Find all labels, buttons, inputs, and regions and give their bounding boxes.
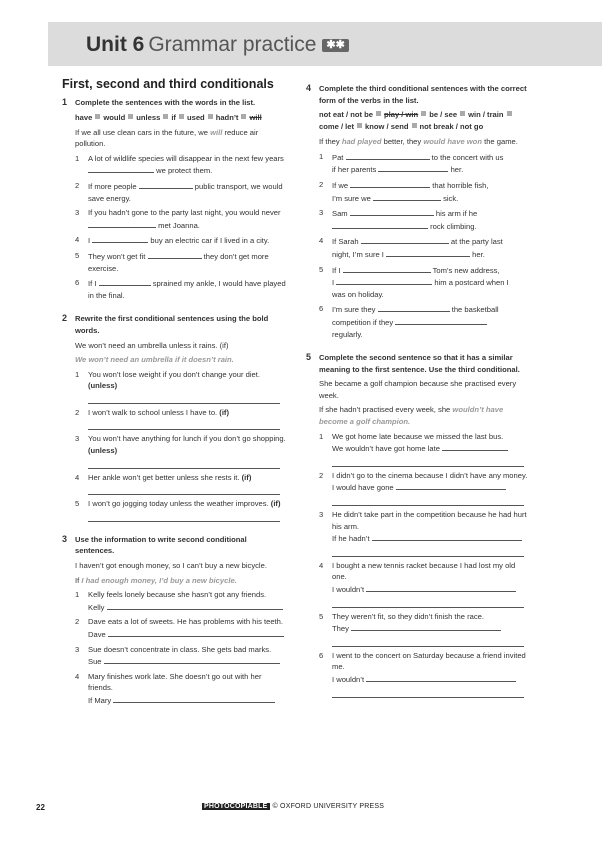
exercise-5-heading	[306, 352, 532, 375]
answer-blank[interactable]	[332, 220, 428, 229]
answer-blank[interactable]	[343, 264, 431, 273]
page-header	[48, 22, 602, 66]
verb-option: not eat / not be	[319, 110, 373, 120]
item-text: rock climbing.	[430, 221, 477, 231]
verb-box	[306, 109, 532, 133]
example-answer: I had enough money, I’d buy a new bicycle.	[81, 575, 237, 585]
exercise-item	[306, 207, 532, 232]
exercise-item	[306, 611, 532, 635]
answer-blank[interactable]	[113, 694, 275, 703]
answer-blank[interactable]	[88, 164, 154, 173]
answer-blank[interactable]	[396, 481, 506, 490]
word-box	[62, 112, 288, 124]
item-line: regularly.	[332, 329, 363, 339]
example-text: better, they	[383, 137, 422, 147]
bold-cue-word: (if)	[241, 472, 252, 482]
exercise-1-example	[62, 127, 288, 150]
item-text: I won’t go jogging today unless the weather improves.	[88, 499, 269, 509]
exercise-item	[306, 303, 532, 340]
item-text: we protect them.	[156, 166, 213, 176]
exercise-item	[306, 650, 532, 686]
exercise-2-items	[62, 369, 288, 522]
item-line	[332, 316, 532, 329]
sentence-start: I would have gone	[332, 483, 394, 493]
exercise-4-items	[306, 151, 532, 340]
exercise-item	[62, 180, 288, 204]
item-text: at the party last	[450, 237, 503, 247]
page-number: 22	[36, 803, 45, 812]
exercise-item	[306, 509, 532, 545]
separator-square	[412, 123, 417, 128]
footer-copyright	[202, 803, 384, 810]
item-text: I went to the concert on Saturday because a friend invited me.	[332, 650, 526, 672]
answer-blank[interactable]	[88, 219, 156, 228]
answer-line[interactable]	[332, 455, 524, 467]
item-text: if her parents	[332, 165, 377, 175]
sentence-start: We wouldn’t have got home late	[332, 444, 440, 454]
item-text: You won’t have anything for lunch if you don’t go shopping.	[88, 434, 286, 444]
answer-line[interactable]	[332, 545, 524, 557]
item-text: Kelly feels lonely because she hasn’t got any friends.	[88, 590, 267, 600]
item-number: 1	[319, 151, 324, 161]
sentence-start: If he hadn’t	[332, 534, 370, 544]
item-text: Her ankle won’t get better unless she rests it.	[88, 472, 240, 482]
exercise-instruction: Rewrite the first conditional sentences using the bold words.	[75, 314, 269, 335]
item-number: 3	[319, 208, 324, 218]
exercise-item	[62, 644, 288, 668]
item-text: I’m sure we	[332, 193, 371, 203]
sentence-start: I wouldn’t	[332, 585, 365, 594]
answer-line[interactable]	[88, 418, 280, 430]
answer-blank[interactable]	[107, 601, 283, 610]
item-text: the basketball	[451, 305, 499, 315]
item-text: If Sarah	[332, 237, 359, 247]
section-title: First, second and third conditionals	[62, 77, 274, 91]
item-text: Sam	[332, 209, 348, 219]
word-option: if	[171, 112, 176, 122]
example-text: If she hadn’t practised every week, she	[319, 405, 451, 415]
exercise-3-heading	[62, 534, 288, 557]
item-text: Pat	[332, 152, 344, 162]
exercise-item	[62, 207, 288, 231]
example-text: If we all use clean cars in the future, we	[75, 127, 208, 137]
separator-square	[357, 123, 362, 128]
bold-cue-word: (unless)	[88, 381, 118, 391]
answer-blank[interactable]	[386, 248, 470, 257]
item-number: 2	[75, 407, 80, 417]
item-text: buy an electric car if I lived in a city.	[150, 236, 270, 246]
example-answer: will	[210, 127, 223, 137]
item-text: Sue doesn’t concentrate in class. She gets bad marks.	[88, 644, 272, 654]
right-column	[306, 77, 532, 698]
separator-square	[421, 111, 426, 116]
answer-blank[interactable]	[378, 303, 450, 312]
example-text: the game.	[484, 137, 518, 147]
answer-blank[interactable]	[378, 163, 448, 172]
separator-square	[241, 114, 246, 119]
exercise-2-heading	[62, 313, 288, 336]
item-line	[332, 151, 532, 164]
item-number: 2	[75, 180, 80, 190]
separator-square	[163, 114, 168, 119]
answer-line[interactable]	[332, 494, 524, 506]
answer-line-row	[88, 628, 288, 641]
exercise-number: 1	[62, 97, 68, 107]
item-text: If more people	[88, 181, 137, 191]
exercise-number: 5	[306, 352, 312, 363]
example-answer: wouldn’t have become a golf champion.	[319, 405, 504, 427]
item-number: 5	[319, 264, 324, 274]
exercise-item	[306, 560, 532, 596]
item-text: I	[332, 278, 335, 288]
item-line	[332, 192, 532, 205]
item-text: You won’t lose weight if you don’t change your diet.	[88, 369, 260, 379]
item-text: her.	[450, 165, 464, 175]
separator-square	[376, 111, 381, 116]
example-answer: would have won	[423, 137, 482, 147]
answer-blank[interactable]	[373, 192, 441, 201]
answer-blank[interactable]	[336, 276, 432, 285]
example-question: We won’t need an umbrella unless it rains. (if)	[75, 340, 229, 350]
item-text: I’m sure they	[332, 305, 376, 315]
item-line	[332, 207, 532, 220]
word-option-used: will	[249, 112, 262, 122]
answer-line-row	[88, 655, 288, 668]
separator-square	[95, 114, 100, 119]
item-text: they don’t get more exercise.	[88, 251, 269, 273]
item-number: 3	[75, 644, 80, 654]
answer-blank[interactable]	[108, 628, 284, 637]
answer-line[interactable]	[332, 686, 524, 698]
answer-line-row	[332, 442, 532, 455]
item-text: I won’t walk to school unless I have to.	[88, 407, 218, 417]
unit-heading	[86, 33, 349, 57]
example-text: reduce air pollution.	[75, 127, 259, 149]
exercise-item	[62, 153, 288, 177]
sentence-start: Kelly	[88, 602, 105, 612]
verb-option: not break / not go	[419, 122, 484, 132]
example-question: I haven’t got enough money, so I can’t buy a new bicycle.	[75, 561, 267, 571]
item-number: 1	[319, 431, 324, 441]
difficulty-badge: ✱✱	[322, 39, 348, 52]
item-text: A lot of wildlife species will disappear in the next few years	[88, 153, 284, 163]
answer-line[interactable]	[88, 392, 280, 404]
exercise-item	[62, 433, 288, 456]
exercise-item	[62, 498, 288, 510]
item-text: I didn’t go to the cinema because I didn’t have any money.	[332, 470, 528, 480]
item-text: If you hadn’t gone to the party last night, you would never	[88, 208, 281, 218]
answer-blank[interactable]	[366, 673, 516, 682]
answer-blank[interactable]	[350, 179, 430, 188]
item-number: 5	[319, 611, 324, 621]
item-number: 6	[319, 304, 324, 314]
separator-square	[208, 114, 213, 119]
item-text: He didn’t take part in the competition because he had hurt his arm.	[332, 510, 527, 531]
separator-square	[179, 114, 184, 119]
sentence-start: Dave	[88, 630, 106, 639]
exercise-5-example	[306, 404, 532, 427]
separator-square	[460, 111, 465, 116]
answer-blank[interactable]	[346, 151, 430, 160]
exercise-item	[62, 589, 288, 613]
exercise-3-example	[62, 575, 288, 587]
item-text: night, I’m sure I	[332, 249, 384, 259]
exercise-item	[306, 470, 532, 494]
bold-cue-word: (unless)	[88, 446, 118, 456]
answer-blank[interactable]	[104, 655, 280, 664]
item-number: 4	[75, 671, 80, 681]
item-text: her.	[472, 249, 485, 259]
word-option: would	[103, 112, 126, 122]
copyright-text: © OXFORD UNIVERSITY PRESS	[272, 803, 385, 810]
verb-option: come / let	[319, 122, 355, 132]
exercise-1-items	[62, 153, 288, 302]
item-number: 1	[75, 369, 80, 379]
exercise-item	[62, 407, 288, 419]
item-number: 1	[75, 153, 80, 163]
item-text: Dave eats a lot of sweets. He has problems with his teeth.	[88, 617, 284, 627]
item-text: They weren’t fit, so they didn’t finish the race.	[332, 611, 484, 621]
answer-line[interactable]	[332, 596, 524, 608]
item-text: that horrible fish,	[432, 180, 489, 190]
item-text: If I	[88, 279, 97, 289]
answer-blank[interactable]	[92, 234, 148, 243]
answer-blank[interactable]	[361, 235, 449, 244]
verb-option: be / see	[429, 110, 458, 120]
exercise-number: 3	[62, 533, 68, 544]
sentence-start: Sue	[88, 657, 102, 667]
word-option: have	[75, 112, 93, 122]
exercise-item	[62, 277, 288, 301]
item-text: sprained my ankle, I would have played in the final.	[88, 279, 286, 300]
answer-blank[interactable]	[148, 250, 202, 259]
word-option: used	[186, 112, 205, 122]
item-number: 2	[319, 179, 324, 189]
item-text: Mary finishes work late. She doesn’t go out with her friends.	[88, 671, 262, 693]
verb-option-used: play / win	[384, 110, 419, 120]
exercise-item	[306, 179, 532, 204]
answer-line-row	[332, 673, 532, 686]
item-number: 4	[75, 472, 80, 482]
exercise-item	[62, 234, 288, 247]
item-line	[332, 220, 532, 233]
sentence-start: If Mary	[88, 695, 112, 705]
exercise-number: 2	[62, 313, 68, 324]
exercise-number: 4	[306, 83, 312, 93]
answer-blank[interactable]	[350, 207, 434, 216]
left-column	[62, 77, 288, 707]
exercise-item	[306, 151, 532, 176]
item-text: to the concert with us	[431, 152, 504, 162]
unit-title: Grammar practice	[148, 33, 317, 56]
item-number: 6	[75, 278, 80, 288]
item-line	[332, 163, 532, 176]
example-question: She became a golf champion because she practised every week.	[319, 379, 517, 400]
answer-blank[interactable]	[442, 442, 508, 451]
item-text: him a postcard when I	[434, 278, 509, 288]
answer-line-row	[332, 583, 532, 596]
exercise-item	[62, 616, 288, 640]
answer-line-row	[332, 481, 532, 494]
item-number: 4	[319, 560, 324, 570]
answer-line[interactable]	[88, 483, 280, 495]
word-option: hadn’t	[215, 112, 239, 122]
item-number: 5	[75, 499, 80, 509]
separator-square	[128, 114, 133, 119]
verb-option: win / train	[468, 110, 504, 120]
answer-line-row	[332, 532, 532, 545]
exercise-item	[306, 235, 532, 260]
item-text: They won’t get fit	[88, 251, 146, 261]
exercise-4-heading	[306, 83, 532, 106]
item-text: We got home late because we missed the last bus.	[332, 431, 504, 441]
word-option: unless	[136, 112, 161, 122]
item-number: 3	[319, 510, 324, 520]
item-line: was on holiday.	[332, 289, 384, 299]
exercise-item	[62, 250, 288, 274]
answer-line-row	[88, 601, 288, 614]
item-number: 3	[75, 208, 80, 218]
item-text: his arm if he	[435, 209, 478, 219]
exercise-item	[306, 431, 532, 455]
item-number: 5	[75, 250, 80, 260]
answer-blank[interactable]	[372, 532, 522, 541]
verb-option: know / send	[365, 122, 409, 132]
exercise-5-items	[306, 431, 532, 698]
item-number: 4	[319, 236, 324, 246]
exercise-1-heading	[62, 97, 288, 109]
item-text: Tom’s new address,	[432, 265, 500, 275]
exercise-4-example	[306, 136, 532, 148]
item-text: I bought a new tennis racket because I had lost my old one.	[332, 560, 516, 582]
separator-square	[507, 111, 512, 116]
item-line	[332, 276, 532, 289]
photocopiable-label: PHOTOCOPIABLE	[204, 803, 268, 810]
item-text: met Joanna.	[158, 220, 200, 230]
answer-line-row	[88, 694, 288, 707]
item-number: 2	[75, 617, 80, 627]
answer-blank[interactable]	[351, 622, 501, 631]
item-number: 4	[75, 235, 80, 245]
answer-blank[interactable]	[139, 180, 193, 189]
exercise-item	[306, 264, 532, 301]
exercise-instruction: Complete the sentences with the words in the list.	[75, 98, 256, 107]
answer-blank[interactable]	[395, 316, 487, 325]
exercise-item	[62, 369, 288, 392]
exercise-instruction: Use the information to write second conditional sentences.	[75, 534, 247, 556]
exercise-item	[62, 671, 288, 707]
example-answer: had played	[341, 137, 382, 147]
item-line	[332, 303, 532, 316]
answer-line[interactable]	[88, 510, 280, 522]
exercise-instruction: Complete the second sentence so that it has a similar meaning to the first sentence. Use the third conditional.	[319, 353, 520, 374]
item-number: 2	[319, 470, 324, 480]
item-line	[332, 235, 532, 248]
item-text: If we	[332, 180, 349, 190]
item-text: sick.	[443, 193, 459, 203]
item-line	[332, 248, 532, 261]
exercise-instruction: Complete the third conditional sentences with the correct form of the verbs in the list.	[319, 84, 527, 105]
item-line	[332, 264, 532, 277]
example-answer: We won’t need an umbrella if it doesn’t rain.	[75, 355, 234, 365]
unit-label: Unit 6	[86, 33, 145, 56]
answer-blank[interactable]	[99, 277, 151, 286]
item-number: 6	[319, 650, 324, 660]
answer-line-row	[332, 622, 532, 635]
example-text: If they	[319, 137, 340, 147]
item-number: 3	[75, 434, 80, 444]
item-line	[332, 179, 532, 192]
item-text: If I	[332, 265, 341, 275]
example-text: If	[75, 575, 80, 585]
item-text: public transport, we would save energy.	[88, 181, 283, 203]
answer-blank[interactable]	[366, 583, 516, 592]
answer-line[interactable]	[88, 457, 280, 469]
bold-cue-word: (if)	[270, 499, 281, 509]
exercise-item	[62, 472, 288, 484]
item-text: I	[88, 236, 91, 246]
exercise-3-items	[62, 589, 288, 706]
item-number: 1	[75, 590, 80, 600]
item-text: competition if they	[332, 317, 394, 327]
sentence-start: They	[332, 624, 349, 634]
bold-cue-word: (if)	[219, 407, 229, 417]
sentence-start: I wouldn’t	[332, 674, 365, 684]
answer-line[interactable]	[332, 635, 524, 647]
